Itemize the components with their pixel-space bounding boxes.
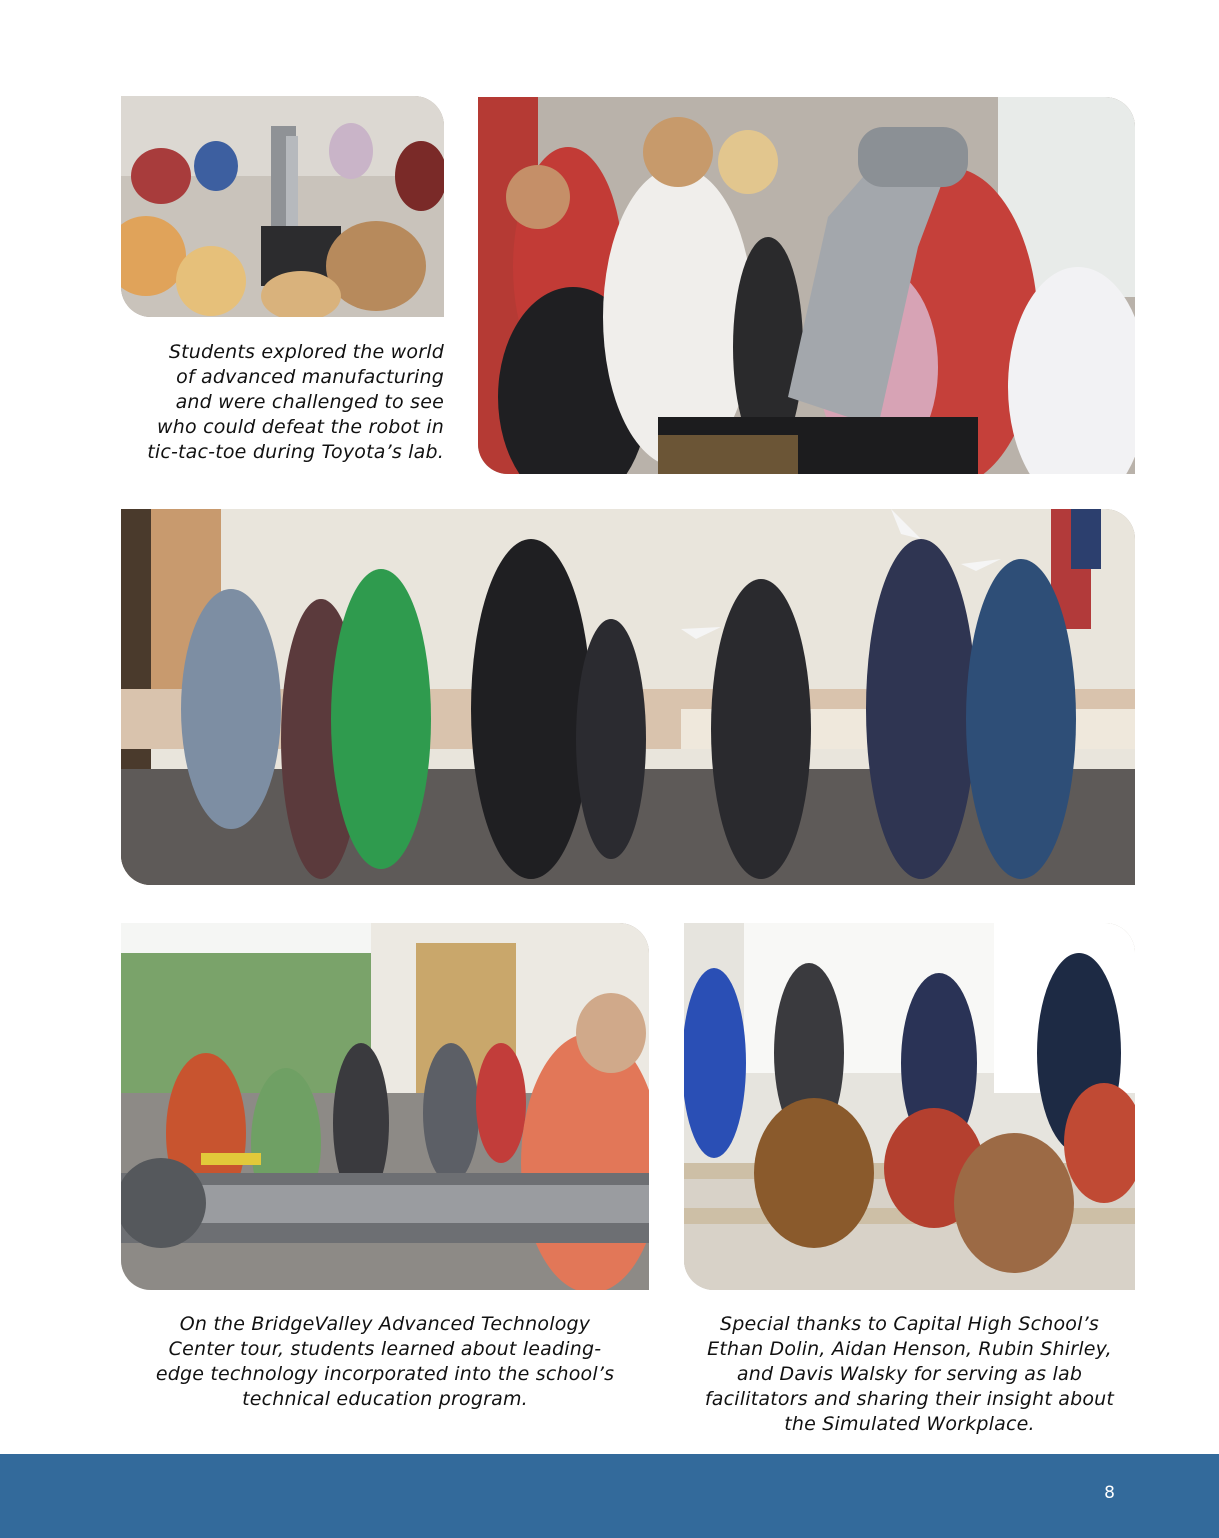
caption-line: the Simulated Workplace. <box>784 1413 1035 1435</box>
photo-atc-tour <box>121 923 649 1290</box>
caption-line: and were challenged to see <box>175 391 444 413</box>
caption-line: edge technology incorporated into the school’s <box>155 1363 615 1385</box>
caption-robot <box>100 340 444 465</box>
photo-robot-large <box>478 97 1135 474</box>
photo-atc-tour-illustration <box>121 923 649 1290</box>
caption-line: of advanced manufacturing <box>176 366 444 388</box>
photo-robot-large-illustration <box>478 97 1135 474</box>
caption-line: facilitators and sharing their insight about <box>704 1388 1115 1410</box>
caption-atc-tour <box>121 1312 649 1412</box>
caption-line: Ethan Dolin, Aidan Henson, Rubin Shirley, <box>707 1338 1112 1360</box>
caption-line: and Davis Walsky for serving as lab <box>736 1363 1083 1385</box>
caption-line: who could defeat the robot in <box>157 416 444 438</box>
photo-robot-small <box>121 96 444 317</box>
caption-facilitators <box>684 1312 1135 1437</box>
page-number: 8 <box>1104 1483 1115 1503</box>
photo-lab-facilitators <box>684 923 1135 1290</box>
photo-lab-facilitators-illustration <box>684 923 1135 1290</box>
caption-line: On the BridgeValley Advanced Technology <box>179 1313 591 1335</box>
photo-robot-small-illustration <box>121 96 444 317</box>
footer-bar <box>0 1454 1219 1538</box>
caption-line: tic-tac-toe during Toyota’s lab. <box>147 441 444 463</box>
caption-line: Students explored the world <box>168 341 444 363</box>
caption-line: Center tour, students learned about leading- <box>168 1338 602 1360</box>
photo-paper-planes-illustration <box>121 509 1135 885</box>
caption-line: technical education program. <box>242 1388 528 1410</box>
photo-paper-planes <box>121 509 1135 885</box>
caption-line: Special thanks to Capital High School’s <box>720 1313 1099 1335</box>
